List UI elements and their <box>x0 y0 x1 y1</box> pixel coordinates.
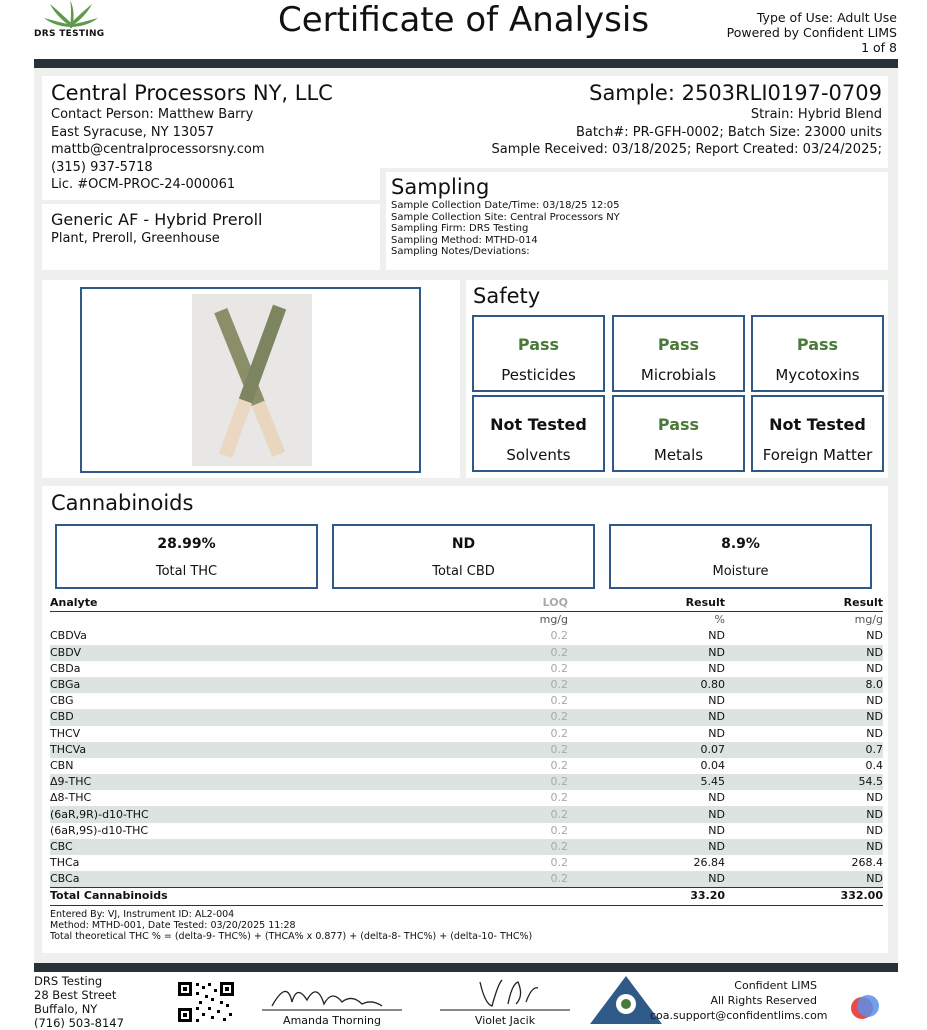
result-pct-cell: ND <box>568 806 725 822</box>
loq-cell: 0.2 <box>550 856 568 870</box>
safety-result: Pass <box>796 335 839 354</box>
result-pct-cell: 0.80 <box>568 677 725 693</box>
loq-cell: 0.2 <box>300 774 568 790</box>
safety-result: Not Tested <box>769 415 866 434</box>
page-number: 1 of 8 <box>861 40 897 55</box>
summary-label: Total THC <box>155 564 218 579</box>
analyte-cell: THCV <box>50 726 81 740</box>
result-mg-cell: ND <box>725 806 883 822</box>
logo-text: DRS TESTING <box>34 29 105 39</box>
loq-cell: 0.2 <box>300 806 568 822</box>
cannabinoids-heading: Cannabinoids <box>51 491 194 515</box>
cannabinoid-table <box>50 595 883 906</box>
loq-cell: 0.2 <box>300 742 568 758</box>
sampling-line: Sample Collection Date/Time: 03/18/25 12:05 <box>391 200 620 211</box>
qr-code-icon <box>176 980 236 1024</box>
total-cell: 332.00 <box>725 888 883 905</box>
bottom-divider <box>34 963 898 972</box>
result-pct-cell: ND <box>708 823 725 837</box>
table-row <box>50 758 883 774</box>
client-email: mattb@centralprocessorsny.com <box>51 142 265 157</box>
result-mg-cell: 0.4 <box>865 758 883 772</box>
table-row <box>50 677 883 693</box>
top-divider <box>34 59 898 68</box>
lab-line: 28 Best Street <box>34 988 117 1002</box>
safety-heading: Safety <box>473 284 541 308</box>
client-info <box>51 80 333 194</box>
total-row <box>50 888 883 905</box>
loq-cell: 0.2 <box>550 629 568 643</box>
result-mg-cell: ND <box>725 871 883 888</box>
sampling-line: Sampling Firm: DRS Testing <box>391 223 529 234</box>
result-mg-cell: 0.7 <box>725 742 883 758</box>
analyte-cell: CBC <box>50 839 300 855</box>
result-pct-cell: ND <box>708 629 725 643</box>
summary-value: 28.99% <box>157 536 216 552</box>
notes <box>50 909 532 942</box>
signature-2 <box>440 974 570 1014</box>
units-row <box>50 612 883 629</box>
safety-solvents <box>472 395 605 472</box>
safety-pesticides <box>472 315 605 392</box>
safety-result: Pass <box>657 335 700 354</box>
table-header <box>50 595 883 612</box>
lims-email: coa.support@confidentlims.com <box>650 1009 828 1022</box>
summary-label: Moisture <box>712 564 769 579</box>
product-name: Generic AF - Hybrid Preroll <box>51 210 263 229</box>
col-analyte: Analyte <box>50 595 300 612</box>
safety-microbials <box>612 315 745 392</box>
table-row <box>50 823 883 839</box>
loq-cell: 0.2 <box>300 709 568 725</box>
loq-cell: 0.2 <box>550 694 568 708</box>
sampling-line: Sample Collection Site: Central Processors NY <box>391 211 620 223</box>
lims-line: Confident LIMS <box>734 979 817 992</box>
result-pct-cell: 26.84 <box>693 856 725 870</box>
result-pct-cell: 0.07 <box>568 742 725 758</box>
lims-info <box>650 978 828 1023</box>
safety-label: Solvents <box>506 446 571 464</box>
col-result-pct: Result <box>568 595 725 612</box>
loq-cell: 0.2 <box>300 677 568 693</box>
result-pct-cell: ND <box>568 871 725 888</box>
table-row <box>50 661 883 677</box>
sample-dates: Sample Received: 03/18/2025; Report Created: 03/24/2025; <box>491 142 882 157</box>
result-mg-cell: 268.4 <box>851 856 883 870</box>
note-line: Entered By: VJ, Instrument ID: AL2-004 <box>50 909 235 920</box>
confident-lims-logo-icon <box>848 992 882 1022</box>
loq-cell: 0.2 <box>550 661 568 675</box>
client-contact: Contact Person: Matthew Barry <box>51 107 254 122</box>
sampling-line: Sampling Notes/Deviations: <box>391 246 530 257</box>
safety-result: Pass <box>657 415 700 434</box>
unit-cell: mg/g <box>854 613 883 627</box>
result-pct-cell: ND <box>708 661 725 675</box>
type-of-use: Type of Use: Adult Use <box>756 10 897 25</box>
loq-cell: 0.2 <box>550 726 568 740</box>
summary-value: ND <box>451 536 476 552</box>
analyte-cell: CBDa <box>50 661 81 675</box>
note-line: Total theoretical THC % = (delta-9- THC%) + (THCA% x 0.877) + (delta-8- THC%) + (delta-10- THC%) <box>50 931 533 942</box>
table-row <box>50 693 883 709</box>
table-row <box>50 855 883 871</box>
result-mg-cell: ND <box>866 726 883 740</box>
result-mg-cell: ND <box>866 661 883 675</box>
analyte-cell: Δ9-THC <box>50 774 300 790</box>
header-meta <box>727 10 897 55</box>
analyte-cell: (6aR,9S)-d10-THC <box>50 823 149 837</box>
result-pct-cell: ND <box>568 709 725 725</box>
client-city: East Syracuse, NY 13057 <box>51 124 215 140</box>
sample-strain: Strain: Hybrid Blend <box>750 107 882 122</box>
result-mg-cell: 8.0 <box>725 677 883 693</box>
preroll-photo <box>192 294 312 466</box>
analyte-cell: CBDV <box>50 645 300 661</box>
table-row <box>50 790 883 806</box>
analyte-cell: THCVa <box>50 742 300 758</box>
result-mg-cell: ND <box>725 839 883 855</box>
safety-label: Metals <box>653 446 704 464</box>
summary-value: 8.9% <box>721 536 760 552</box>
table-row <box>50 806 883 822</box>
table-row <box>50 839 883 855</box>
analyte-cell: CBG <box>50 694 74 708</box>
product-photo-frame <box>80 287 421 473</box>
result-mg-cell: ND <box>866 629 883 643</box>
sampling-info <box>391 174 620 258</box>
client-name: Central Processors NY, LLC <box>51 81 333 105</box>
product-type: Plant, Preroll, Greenhouse <box>51 231 220 246</box>
analyte-cell: THCa <box>50 856 80 870</box>
table-row <box>50 726 883 742</box>
lims-line: All Rights Reserved <box>710 994 817 1007</box>
sampling-line: Sampling Method: MTHD-014 <box>391 234 538 246</box>
client-phone: (315) 937-5718 <box>51 159 153 175</box>
powered-by: Powered by Confident LIMS <box>726 25 897 40</box>
analyte-cell: CBCa <box>50 871 300 888</box>
total-cell: Total Cannabinoids <box>50 888 300 905</box>
signer-2-name: Violet Jacik <box>474 1014 536 1027</box>
summary-moisture <box>609 524 872 589</box>
sample-info <box>492 80 882 159</box>
result-pct-cell: ND <box>708 791 725 805</box>
client-license: Lic. #OCM-PROC-24-000061 <box>51 177 236 192</box>
loq-cell: 0.2 <box>300 871 568 888</box>
result-mg-cell: ND <box>725 645 883 661</box>
table-row <box>50 774 883 790</box>
analyte-cell: CBGa <box>50 677 300 693</box>
summary-total-cbd <box>332 524 595 589</box>
table-row <box>50 645 883 661</box>
safety-label: Microbials <box>640 366 717 384</box>
lab-line: Buffalo, NY <box>34 1002 98 1016</box>
table-row <box>50 871 883 888</box>
lab-line: DRS Testing <box>34 974 103 988</box>
unit-cell: mg/g <box>539 613 568 627</box>
result-mg-cell: ND <box>866 694 883 708</box>
loq-cell: 0.2 <box>300 839 568 855</box>
result-mg-cell: ND <box>866 823 883 837</box>
total-cell: 33.20 <box>568 888 725 905</box>
total-cell <box>300 888 568 905</box>
analyte-cell: (6aR,9R)-d10-THC <box>50 806 300 822</box>
product-info <box>51 209 263 247</box>
safety-label: Pesticides <box>501 366 576 384</box>
analyte-cell: CBDVa <box>50 629 87 643</box>
unit-cell <box>50 612 300 629</box>
result-mg-cell: ND <box>866 791 883 805</box>
safety-label: Mycotoxins <box>775 366 860 384</box>
safety-metals <box>612 395 745 472</box>
safety-foreign-matter <box>751 395 884 472</box>
summary-label: Total CBD <box>432 564 495 579</box>
col-result-mg: Result <box>725 595 883 612</box>
safety-result: Not Tested <box>490 415 587 434</box>
loq-cell: 0.2 <box>550 823 568 837</box>
result-pct-cell: ND <box>708 694 725 708</box>
unit-cell: % <box>714 613 725 627</box>
signature-1 <box>262 974 402 1014</box>
result-pct-cell: ND <box>568 839 725 855</box>
lab-line: (716) 503-8147 <box>34 1016 124 1030</box>
result-pct-cell: ND <box>708 726 725 740</box>
table-row <box>50 628 883 644</box>
loq-cell: 0.2 <box>300 645 568 661</box>
signer-1-name: Amanda Thorning <box>283 1014 381 1027</box>
loq-cell: 0.2 <box>550 758 568 772</box>
note-line: Method: MTHD-001, Date Tested: 03/20/2025 11:28 <box>50 920 296 931</box>
result-pct-cell: 0.04 <box>700 758 725 772</box>
analyte-cell: CBN <box>50 758 74 772</box>
sample-batch: Batch#: PR-GFH-0002; Batch Size: 23000 units <box>575 124 882 140</box>
lab-address <box>34 974 124 1030</box>
result-mg-cell: 54.5 <box>725 774 883 790</box>
sample-id: Sample: 2503RLI0197-0709 <box>589 81 882 105</box>
sampling-heading: Sampling <box>391 175 490 199</box>
result-pct-cell: 5.45 <box>568 774 725 790</box>
safety-label: Foreign Matter <box>762 446 873 464</box>
loq-cell: 0.2 <box>550 791 568 805</box>
page-title: Certificate of Analysis <box>277 0 650 40</box>
analyte-cell: Δ8-THC <box>50 791 92 805</box>
result-mg-cell: ND <box>725 709 883 725</box>
safety-result: Pass <box>517 335 560 354</box>
table-row <box>50 742 883 758</box>
result-pct-cell: ND <box>568 645 725 661</box>
col-loq: LOQ <box>300 595 568 612</box>
summary-total-thc <box>55 524 318 589</box>
analyte-cell: CBD <box>50 709 300 725</box>
table-row <box>50 709 883 725</box>
safety-mycotoxins <box>751 315 884 392</box>
